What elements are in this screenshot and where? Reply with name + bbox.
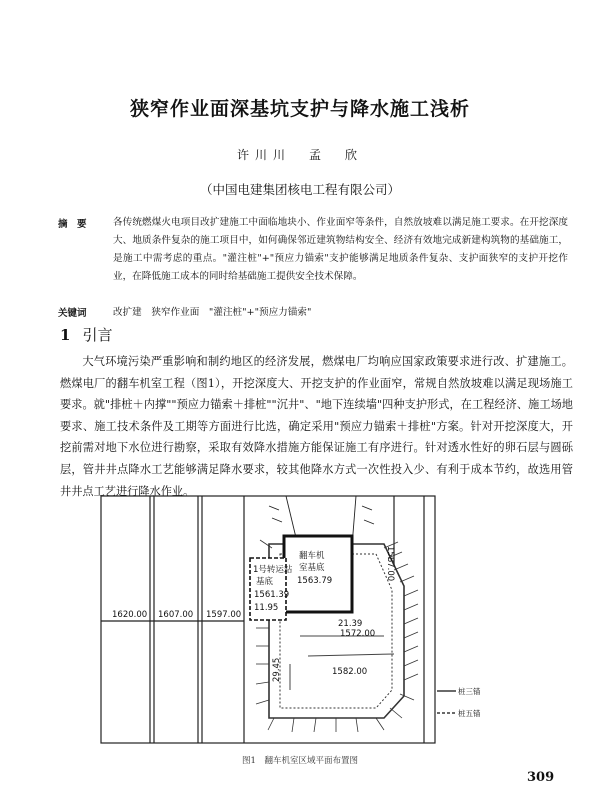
elevation-label-1572: 1572.00 bbox=[340, 629, 376, 639]
abstract-text: 各传统燃煤火电项目改扩建施工中面临地块小、作业面窄等条件，自然放坡难以满足施工要求。在开挖深度大、地质条件复杂的施工项目中，如何确保邻近建筑物结构安全、经济有效地完成新建构筑物的基础施工，是施工中需考虑的重点。"灌注桩"+"预应力锚索"支护能够满足地质条件复杂、支护面狭窄的支护开挖作业，在降低施工成本的同时给基础施工提供安全技术保障。 bbox=[113, 217, 568, 282]
site-plan-figure bbox=[94, 486, 494, 748]
building1-label-1: 1号转运站 bbox=[253, 565, 293, 575]
elevation-label-1582: 1582.00 bbox=[332, 667, 368, 677]
paper-title: 狭窄作业面深基坑支护与降水施工浅析 bbox=[129, 98, 470, 120]
figure-legend bbox=[437, 686, 481, 718]
building2-label-2: 室基底 bbox=[299, 563, 325, 573]
affiliation: （中国电建集团核电工程有限公司） bbox=[199, 182, 400, 197]
elevation-label-1587: 1587.00 bbox=[385, 546, 395, 582]
authors: 许川川 孟 欣 bbox=[236, 148, 363, 162]
elevation-label-1607: 1607.00 bbox=[158, 610, 194, 620]
keywords-text: 改扩建 狭窄作业面 "灌注桩"+"预应力锚索" bbox=[113, 307, 312, 318]
dimension-label-1195: 11.95 bbox=[254, 603, 279, 613]
page-number: 309 bbox=[527, 770, 555, 785]
figure-caption: 图1 翻车机室区域平面布置图 bbox=[242, 756, 358, 766]
building1-label-2: 基底 bbox=[256, 577, 274, 587]
building2-elevation: 1563.79 bbox=[297, 576, 333, 586]
section-number: 1 bbox=[60, 326, 71, 344]
legend-pile3: 桩三锚 bbox=[458, 687, 481, 696]
elevation-label-1620: 1620.00 bbox=[112, 610, 148, 620]
building2-label-1: 翻车机 bbox=[299, 551, 325, 561]
legend-pile5: 桩五锚 bbox=[458, 709, 481, 718]
section-title: 引言 bbox=[82, 326, 113, 344]
section-heading bbox=[60, 324, 112, 345]
elevation-label-1597: 1597.00 bbox=[206, 610, 242, 620]
building1-elevation: 1561.39 bbox=[254, 590, 290, 600]
intro-paragraph: 大气环境污染严重影响和制约地区的经济发展，燃煤电厂均响应国家政策要求进行改、扩建施工。燃煤电厂的翻车机室工程（图1），开挖深度大、开挖支护的作业面窄，常规自然放坡难以满足现场施工要求。就"排桩＋内撑""预应力锚索＋排桩""沉井"、"地下连续墙"四种支护形式，在工程经济、施工场地要求、施工技术条件及工期等方面进行比选，确定采用"预应力锚索＋排桩"方案。针对开挖深度大，开挖前需对地下水位进行勘察，采取有效降水措施方能保证施工有序进行。针对透水性好的卵石层与圆砾层，管井井点降水工艺能够满足降水要求，较其他降水方式一次性投入少、有利于成本节约，故选用管井井点工艺进行降水作业。 bbox=[60, 355, 573, 498]
dimension-label-2945: 29.45 bbox=[272, 657, 282, 682]
building-tipper-room bbox=[284, 536, 352, 612]
abstract-label: 摘 要 bbox=[58, 219, 87, 230]
keywords-label: 关键词 bbox=[58, 308, 87, 319]
dimension-label-2139: 21.39 bbox=[338, 619, 363, 629]
